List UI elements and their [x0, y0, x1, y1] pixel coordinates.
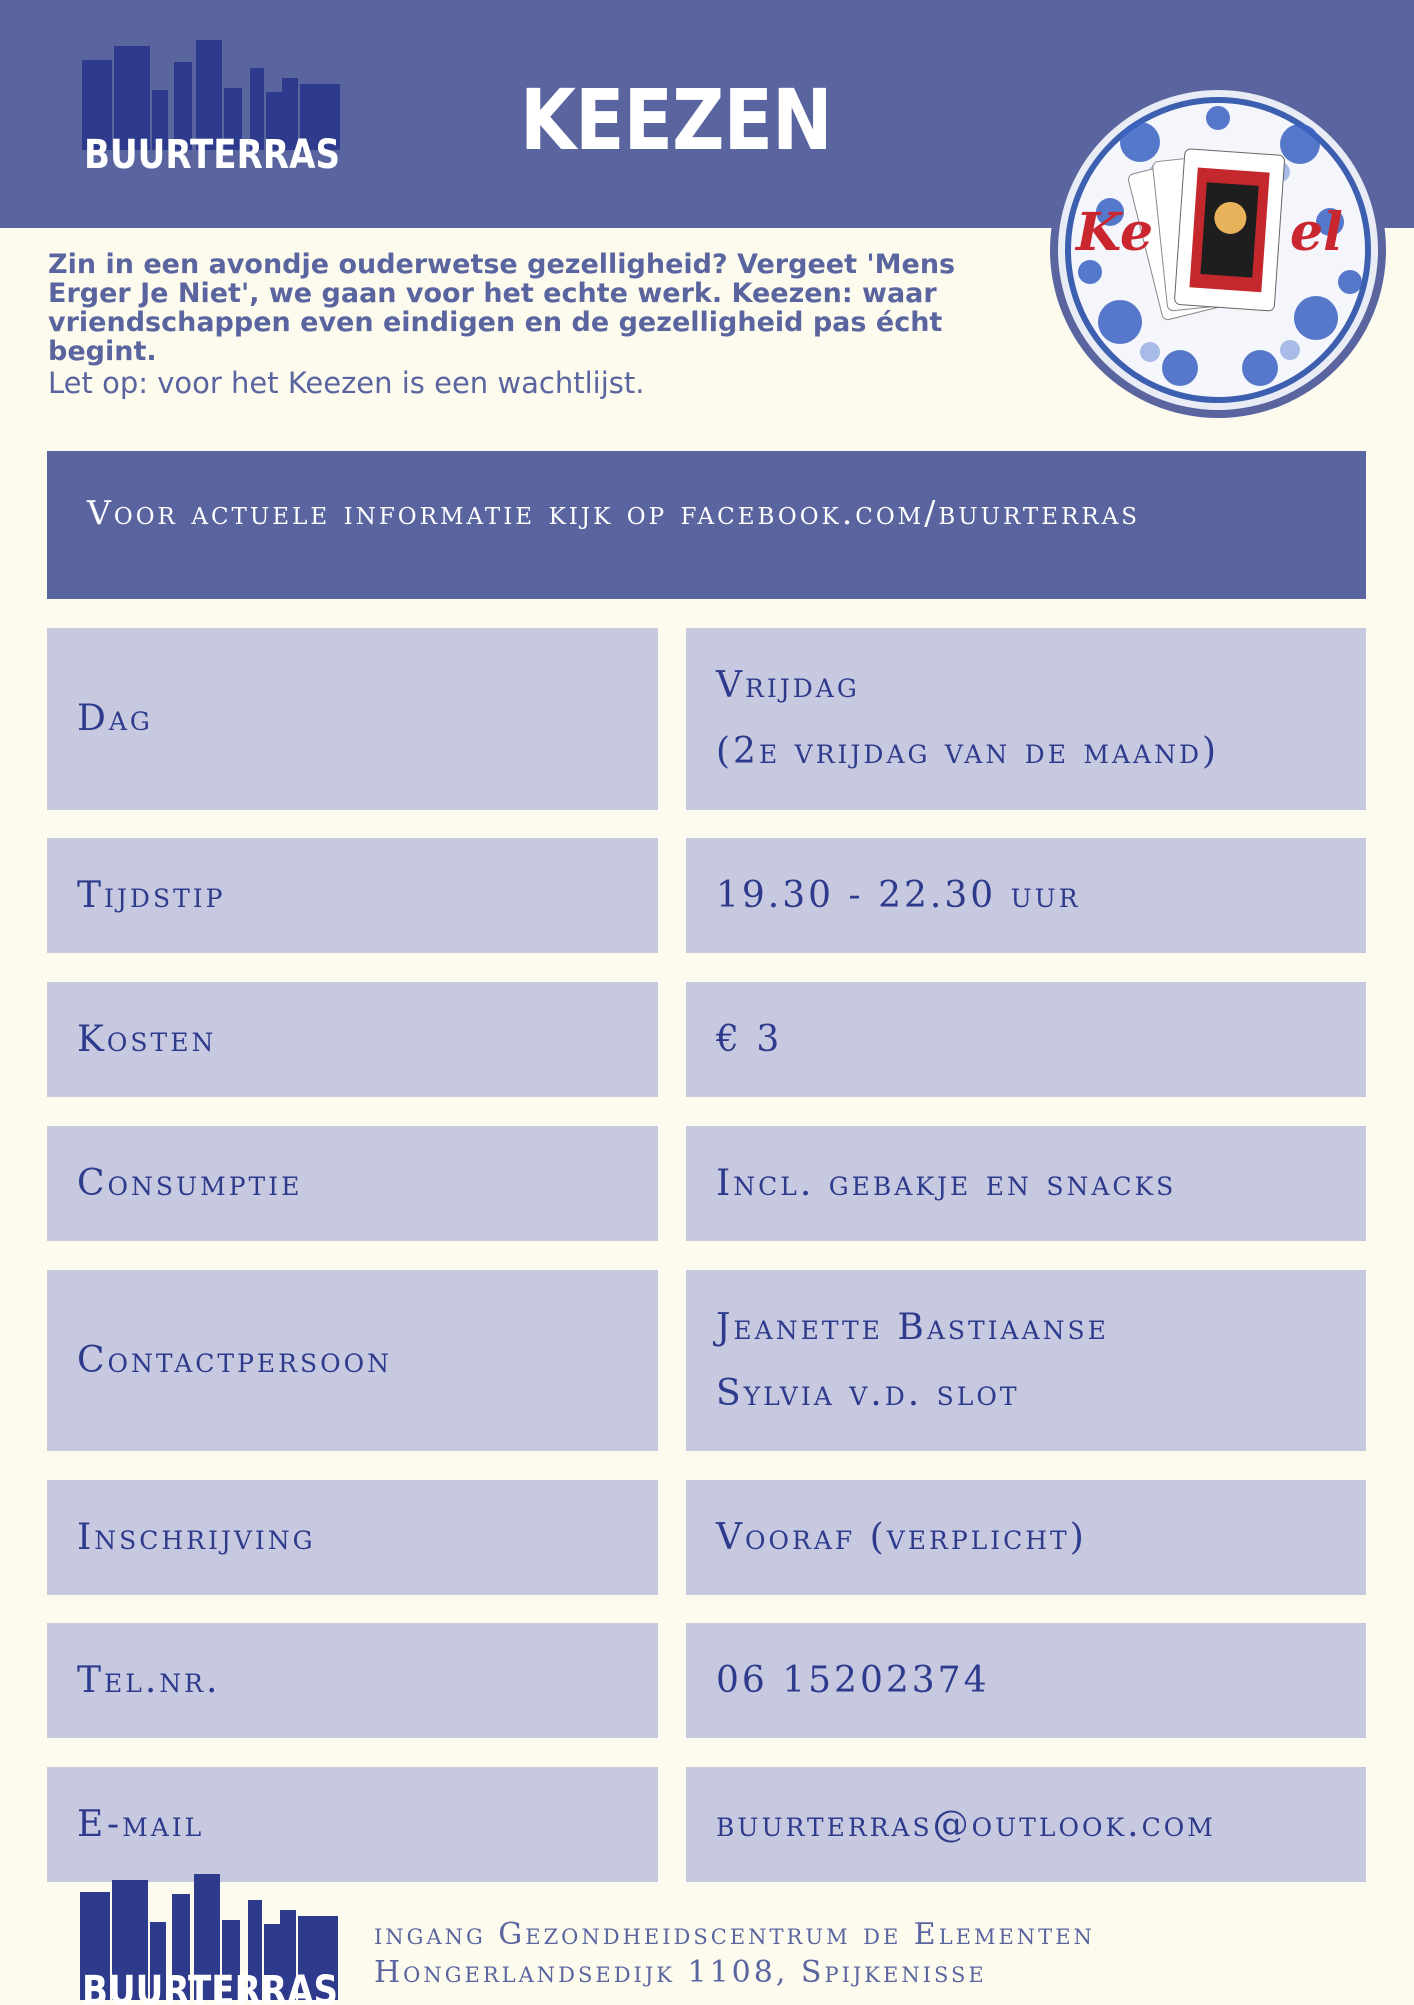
footer-buurterras-logo: [76, 1872, 348, 2005]
logo-text: BUURTERRAS: [84, 132, 340, 178]
info-banner: [47, 451, 1366, 599]
page-title: KEEZEN: [520, 71, 832, 169]
intro-line: Erger Je Niet', we gaan voor het echte werk. Keezen: waar: [48, 278, 937, 309]
label-inschrijving: Inschrijving: [47, 1480, 658, 1595]
address-line: ingang Gezondheidscentrum de Elementen: [374, 1917, 1095, 1952]
value-inschrijving: Vooraf (verplicht): [686, 1480, 1366, 1595]
footer-logo-text: BUURTERRAS: [82, 1968, 338, 2005]
label-dag: Dag: [47, 628, 658, 810]
value-dag: Vrijdag (2e vrijdag van de maand): [686, 628, 1366, 810]
label-tijdstip: Tijdstip: [47, 838, 658, 953]
waitlist-note: Let op: voor het Keezen is een wachtlijst.: [48, 366, 645, 400]
intro-paragraph: [48, 250, 1058, 366]
value-tijdstip: 19.30 - 22.30 uur: [686, 838, 1366, 953]
label-email: E-mail: [47, 1767, 658, 1882]
value-contactpersoon: Jeanette Bastiaanse Sylvia v.d. slot: [686, 1270, 1366, 1451]
intro-line: Zin in een avondje ouderwetse gezelligheid? Vergeet 'Mens: [48, 249, 956, 280]
badge-text-left: Ke: [1076, 202, 1154, 263]
label-telnr: Tel.nr.: [47, 1623, 658, 1738]
keezen-badge-image: [1050, 82, 1386, 418]
value-telnr[interactable]: 06 15202374: [686, 1623, 1366, 1738]
address-line: Hongerlandsedijk 1108, Spijkenisse: [374, 1955, 987, 1990]
badge-text-right: el: [1290, 202, 1343, 263]
value-email[interactable]: buurterras@outlook.com: [686, 1767, 1366, 1882]
banner-text: Voor actuele informatie kijk op facebook.com/buurterras: [87, 493, 1141, 532]
buurterras-logo: [78, 34, 350, 176]
label-contactpersoon: Contactpersoon: [47, 1270, 658, 1451]
label-kosten: Kosten: [47, 982, 658, 1097]
footer-address: [374, 1916, 1095, 1992]
label-consumptie: Consumptie: [47, 1126, 658, 1241]
value-kosten: € 3: [686, 982, 1366, 1097]
value-consumptie: Incl. gebakje en snacks: [686, 1126, 1366, 1241]
intro-line: vriendschappen even eindigen en de gezelligheid pas écht begint.: [48, 307, 943, 367]
